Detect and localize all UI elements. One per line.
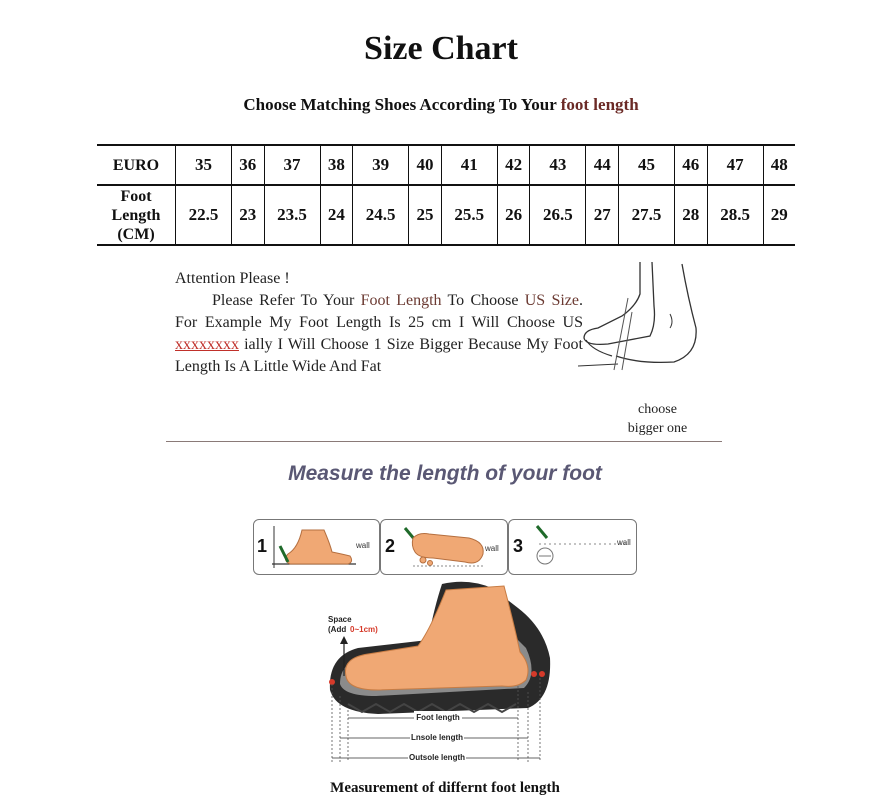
choose-bigger-note (610, 400, 705, 438)
length-header-line: Foot (120, 187, 152, 205)
choose-note-line: choose (638, 402, 677, 417)
euro-size-cell: 39 (353, 145, 409, 185)
foot-length-cell: 24 (320, 185, 353, 245)
foot-sketch-illustration (578, 258, 708, 378)
page-title: Size Chart (364, 30, 518, 67)
euro-size-cell: 48 (763, 145, 795, 185)
euro-size-cell: 44 (586, 145, 619, 185)
attention-redacted: xxxxxxxx (175, 336, 239, 353)
euro-size-cell: 35 (176, 145, 232, 185)
foot-length-cell: 28.5 (707, 185, 763, 245)
attention-text: To Choose (441, 292, 525, 309)
euro-size-cell: 47 (707, 145, 763, 185)
subtitle-text: Choose Matching Shoes According To Your (243, 95, 561, 114)
foot-length-cell: 22.5 (176, 185, 232, 245)
attention-text: . For Example My Foot Length Is 25 cm I Will Choose US (175, 292, 584, 331)
step-2-number: 2 (385, 536, 396, 556)
foot-length-cell: 28 (674, 185, 707, 245)
euro-size-cell: 40 (409, 145, 442, 185)
foot-length-cell: 29 (763, 185, 795, 245)
foot-length-label: Foot length (416, 713, 460, 722)
foot-side-icon (268, 524, 358, 570)
foot-length-cell: 23.5 (264, 185, 320, 245)
space-value-label: 0~1cm) (350, 625, 378, 634)
attention-us-size: US Size (524, 292, 580, 309)
shoe-measurement-diagram (318, 578, 558, 778)
foot-length-cell: 25.5 (441, 185, 497, 245)
length-header-line: (CM) (117, 225, 155, 243)
step-3-panel (508, 519, 637, 575)
space-add-label: (Add (328, 625, 347, 634)
choose-note-line: bigger one (627, 421, 688, 436)
euro-size-cell: 42 (497, 145, 530, 185)
euro-size-cell: 46 (674, 145, 707, 185)
wall-label: wall (356, 541, 370, 550)
step-2-panel (380, 519, 508, 575)
euro-size-cell: 45 (619, 145, 675, 185)
length-header-line: Length (111, 206, 161, 224)
foot-length-cell: 25 (409, 185, 442, 245)
attention-text: ially I Will Choose 1 Size Bigger Because My Foot Length Is A Little Wide And Fat (175, 336, 583, 375)
foot-length-cell: 27.5 (619, 185, 675, 245)
attention-foot-length: Foot Length (360, 292, 442, 309)
insole-length-label: Lnsole length (411, 733, 463, 742)
euro-size-cell: 41 (441, 145, 497, 185)
section-divider (166, 441, 722, 442)
euro-header: EURO (97, 145, 176, 185)
euro-row (97, 145, 795, 185)
subtitle (0, 95, 882, 115)
foot-length-cell: 23 (231, 185, 264, 245)
step-1-number: 1 (257, 536, 268, 556)
foot-length-cell: 27 (586, 185, 619, 245)
outsole-length-label: Outsole length (409, 753, 465, 762)
attention-text: Please Refer To Your (212, 292, 361, 309)
wall-label: wall (485, 544, 499, 553)
attention-heading: Attention Please ! (175, 270, 290, 287)
length-row (97, 185, 795, 245)
length-header (97, 185, 176, 245)
step-1-panel (253, 519, 380, 575)
step-3-number: 3 (513, 536, 524, 556)
euro-size-cell: 43 (530, 145, 586, 185)
diagram-caption: Measurement of differnt foot length (330, 780, 560, 796)
size-table (97, 144, 795, 246)
foot-length-cell: 26.5 (530, 185, 586, 245)
euro-size-cell: 38 (320, 145, 353, 185)
euro-size-cell: 36 (231, 145, 264, 185)
subtitle-highlight: foot length (560, 95, 639, 114)
foot-length-cell: 26 (497, 185, 530, 245)
euro-size-cell: 37 (264, 145, 320, 185)
foot-top-icon (399, 524, 491, 570)
ruler-measure-icon (529, 524, 633, 570)
attention-note (175, 268, 583, 378)
space-label: Space (328, 615, 352, 624)
measure-heading: Measure the length of your foot (288, 462, 602, 485)
foot-length-cell: 24.5 (353, 185, 409, 245)
wall-label: wall (617, 538, 631, 547)
